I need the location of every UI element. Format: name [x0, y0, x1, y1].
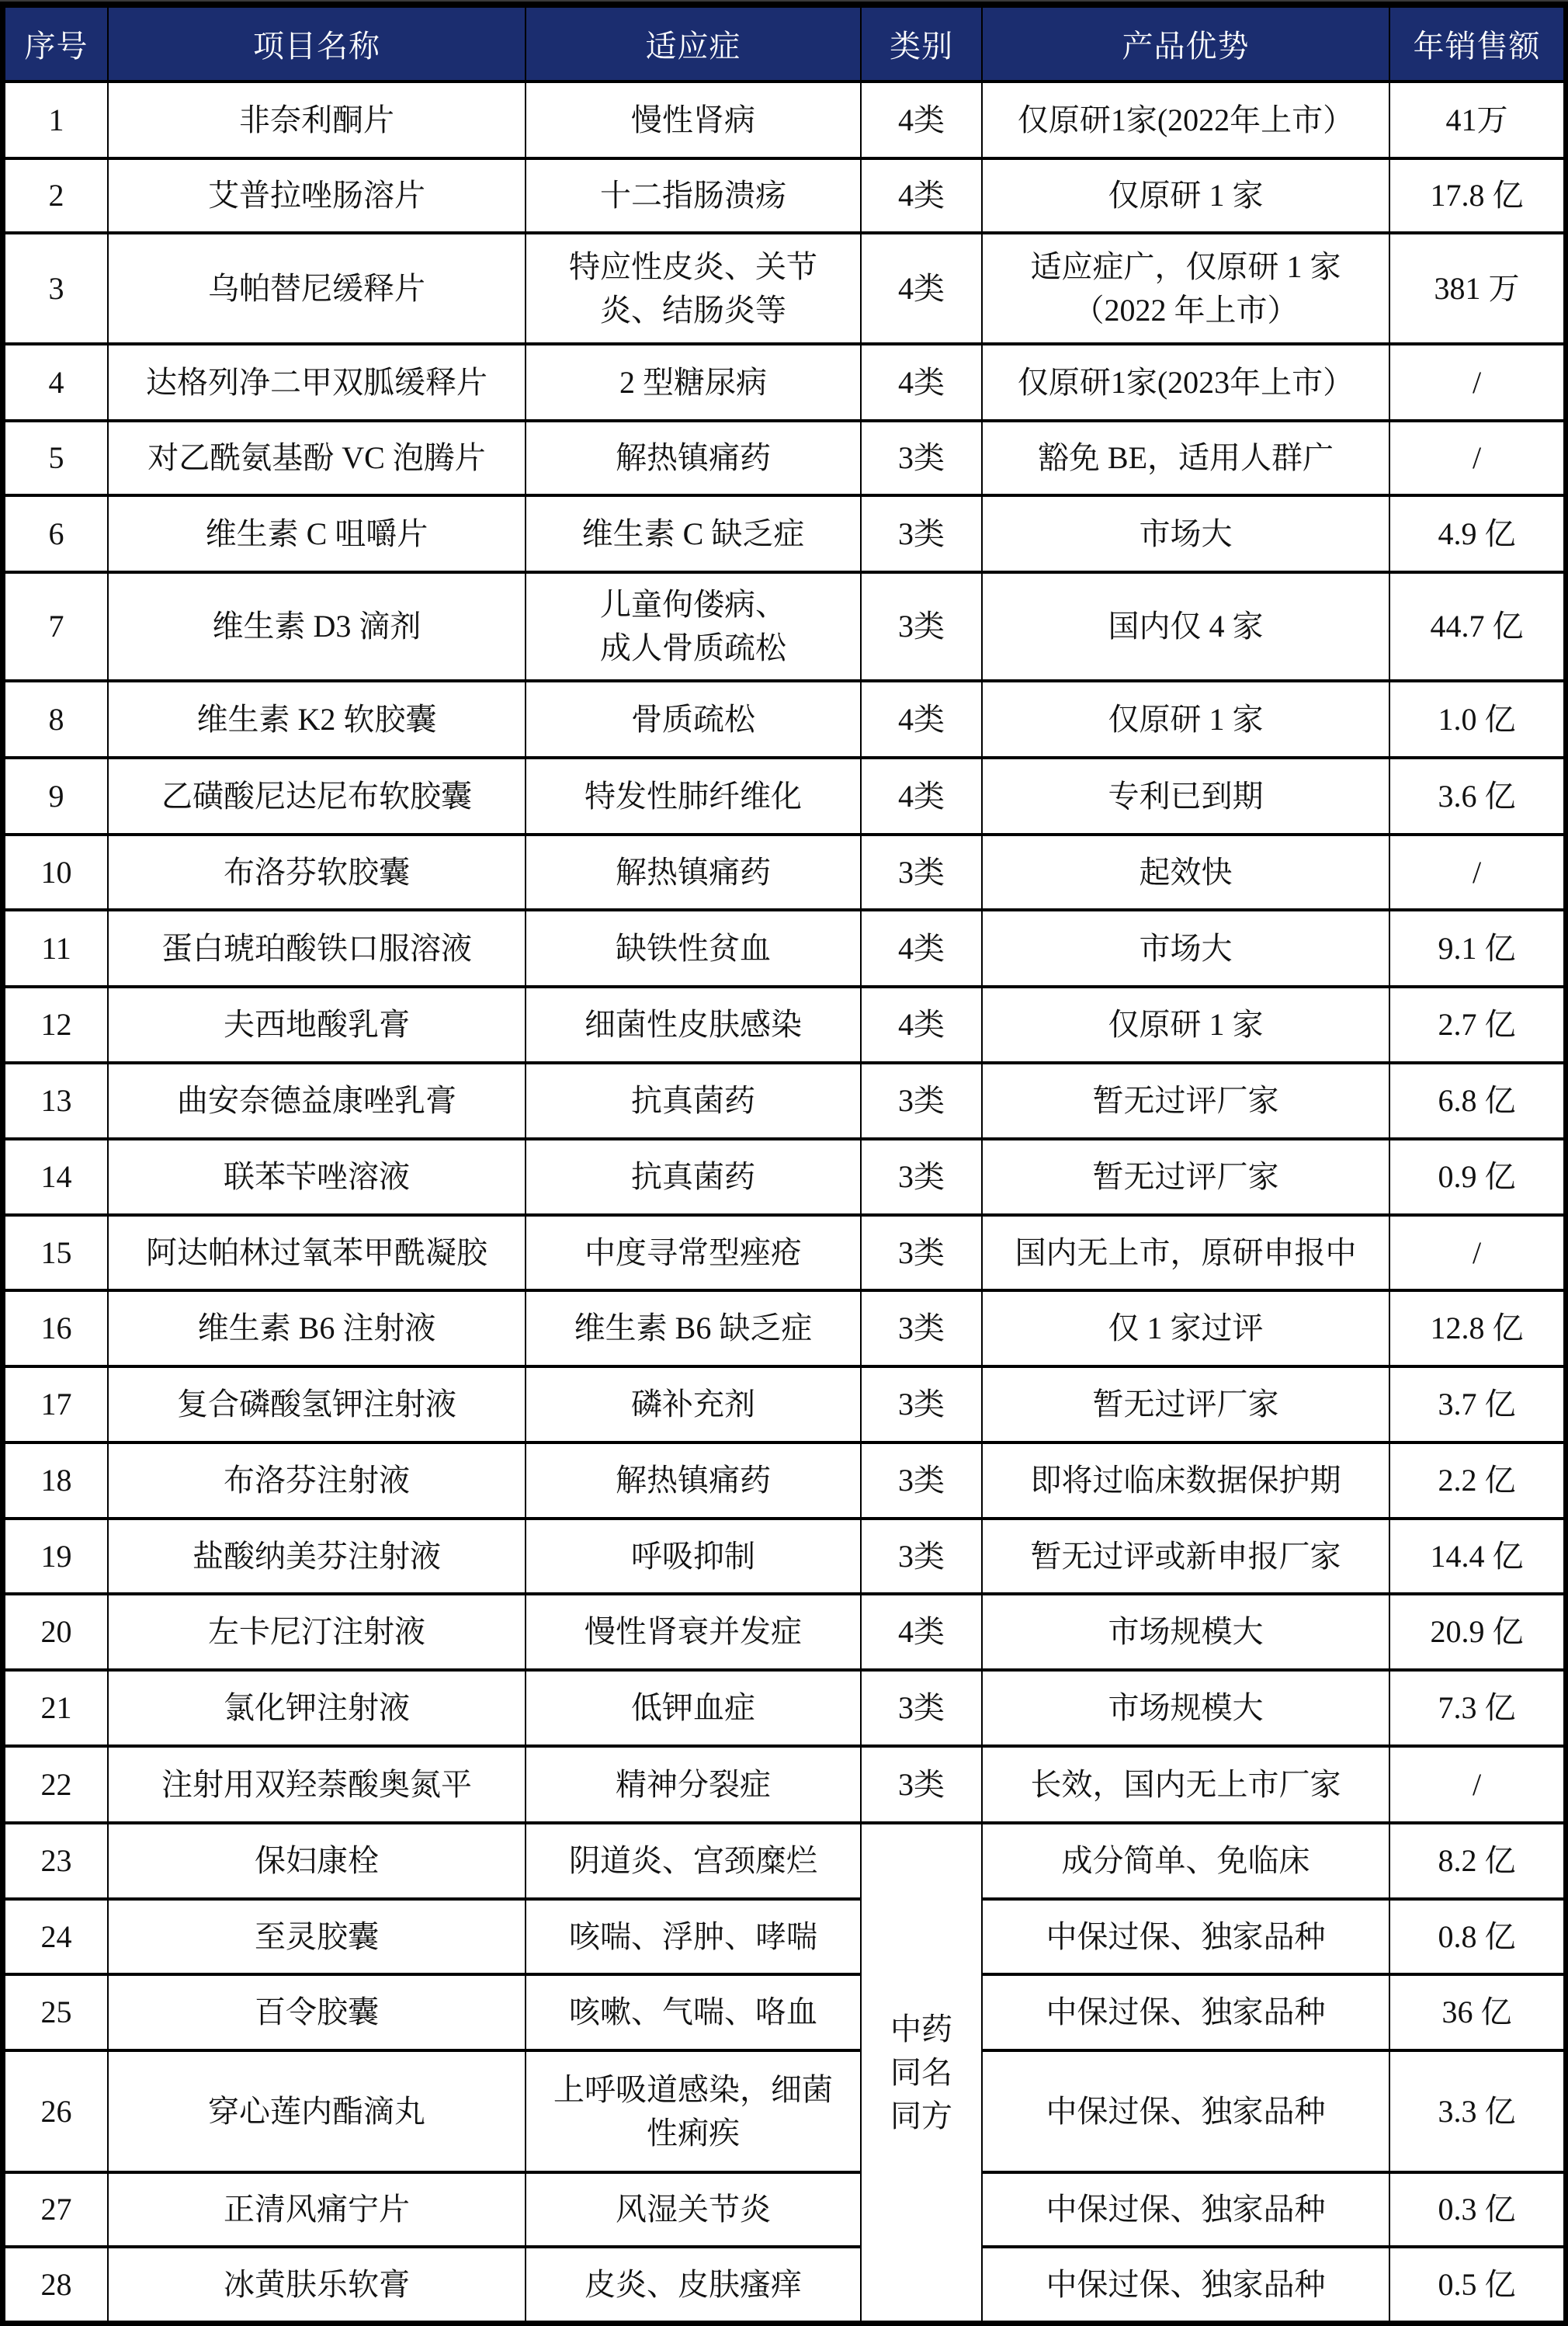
- cell-no: 4: [5, 344, 108, 421]
- cell-no: 17: [5, 1366, 108, 1442]
- cell-name: 冰黄肤乐软膏: [108, 2247, 526, 2322]
- table-row: [5, 1823, 1564, 1899]
- cell-indication: 解热镇痛药: [526, 1442, 861, 1519]
- cell-name: 氯化钾注射液: [108, 1670, 526, 1746]
- table-row: [5, 987, 1564, 1063]
- cell-name: 阿达帕林过氧苯甲酰凝胶: [108, 1215, 526, 1290]
- cell-no: 20: [5, 1594, 108, 1670]
- cell-sales: 2.2 亿: [1389, 1442, 1564, 1519]
- cell-name: 穿心莲内酯滴丸: [108, 2050, 526, 2172]
- table-row: [5, 1139, 1564, 1215]
- cell-no: 2: [5, 158, 108, 233]
- cell-category: 4类: [861, 681, 982, 758]
- cell-sales: 36 亿: [1389, 1974, 1564, 2050]
- cell-indication: 解热镇痛药: [526, 835, 861, 910]
- cell-name: 复合磷酸氢钾注射液: [108, 1366, 526, 1442]
- cell-indication: [526, 2050, 861, 2172]
- cell-indication: 慢性肾病: [526, 82, 861, 158]
- col-header-advantage: 产品优势: [982, 6, 1389, 82]
- cell-sales: /: [1389, 344, 1564, 421]
- cell-no: 21: [5, 1670, 108, 1746]
- cell-sales: 3.7 亿: [1389, 1366, 1564, 1442]
- cell-category: 4类: [861, 233, 982, 344]
- col-header-category: 类别: [861, 6, 982, 82]
- cell-name: 至灵胶囊: [108, 1899, 526, 1974]
- cell-name: 盐酸纳美芬注射液: [108, 1519, 526, 1594]
- cell-sales: 0.9 亿: [1389, 1139, 1564, 1215]
- cell-sales: /: [1389, 1746, 1564, 1823]
- cell-advantage: 中保过保、独家品种: [982, 1974, 1389, 2050]
- cell-sales: 2.7 亿: [1389, 987, 1564, 1063]
- cell-name: 蛋白琥珀酸铁口服溶液: [108, 910, 526, 987]
- cell-no: 9: [5, 758, 108, 835]
- table-row: [5, 495, 1564, 572]
- merged-line: 同方: [890, 2098, 952, 2133]
- cell-indication: 骨质疏松: [526, 681, 861, 758]
- cell-no: 10: [5, 835, 108, 910]
- cell-name: 百令胶囊: [108, 1974, 526, 2050]
- cell-sales: 381 万: [1389, 233, 1564, 344]
- cell-indication: 抗真菌药: [526, 1139, 861, 1215]
- cell-advantage: 暂无过评厂家: [982, 1063, 1389, 1139]
- cell-advantage: 长效，国内无上市厂家: [982, 1746, 1389, 1823]
- cell-name: 保妇康栓: [108, 1823, 526, 1899]
- table-row: [5, 1366, 1564, 1442]
- cell-indication: 特发性肺纤维化: [526, 758, 861, 835]
- advantage-line: （2022 年上市）: [1073, 292, 1299, 328]
- cell-indication: 磷补充剂: [526, 1366, 861, 1442]
- cell-no: 8: [5, 681, 108, 758]
- cell-sales: 9.1 亿: [1389, 910, 1564, 987]
- cell-sales: 17.8 亿: [1389, 158, 1564, 233]
- cell-advantage: 国内无上市，原研申报中: [982, 1215, 1389, 1290]
- col-header-indication: 适应症: [526, 6, 861, 82]
- cell-name: 对乙酰氨基酚 VC 泡腾片: [108, 421, 526, 495]
- cell-sales: 7.3 亿: [1389, 1670, 1564, 1746]
- cell-advantage: 仅原研 1 家: [982, 681, 1389, 758]
- cell-name: 注射用双羟萘酸奥氮平: [108, 1746, 526, 1823]
- cell-name: 乙磺酸尼达尼布软胶囊: [108, 758, 526, 835]
- indication-line: 特应性皮炎、关节: [569, 248, 817, 284]
- table-row: [5, 1746, 1564, 1823]
- cell-category: 3类: [861, 421, 982, 495]
- cell-category: 4类: [861, 344, 982, 421]
- cell-category: 4类: [861, 82, 982, 158]
- cell-category: 4类: [861, 758, 982, 835]
- cell-sales: 0.8 亿: [1389, 1899, 1564, 1974]
- col-header-no: 序号: [5, 6, 108, 82]
- cell-advantage: 豁免 BE，适用人群广: [982, 421, 1389, 495]
- cell-advantage: 仅 1 家过评: [982, 1290, 1389, 1366]
- cell-no: 3: [5, 233, 108, 344]
- cell-no: 1: [5, 82, 108, 158]
- cell-no: 16: [5, 1290, 108, 1366]
- cell-name: 曲安奈德益康唑乳膏: [108, 1063, 526, 1139]
- cell-no: 12: [5, 987, 108, 1063]
- top-edge: [0, 0, 1568, 2]
- table-row: [5, 2172, 1564, 2247]
- table-row: [5, 421, 1564, 495]
- cell-no: 11: [5, 910, 108, 987]
- cell-advantage: 起效快: [982, 835, 1389, 910]
- table-row: [5, 1899, 1564, 1974]
- cell-name: 正清风痛宁片: [108, 2172, 526, 2247]
- cell-name: 夫西地酸乳膏: [108, 987, 526, 1063]
- cell-indication: 呼吸抑制: [526, 1519, 861, 1594]
- cell-category: 3类: [861, 572, 982, 681]
- table-row: [5, 1215, 1564, 1290]
- cell-sales: 0.5 亿: [1389, 2247, 1564, 2322]
- cell-no: 26: [5, 2050, 108, 2172]
- cell-indication: 精神分裂症: [526, 1746, 861, 1823]
- cell-sales: 8.2 亿: [1389, 1823, 1564, 1899]
- table-row: [5, 681, 1564, 758]
- indication-line: 儿童佝偻病、: [600, 587, 786, 622]
- cell-indication: 皮炎、皮肤瘙痒: [526, 2247, 861, 2322]
- cell-name: 达格列净二甲双胍缓释片: [108, 344, 526, 421]
- cell-advantage: 成分简单、免临床: [982, 1823, 1389, 1899]
- cell-advantage: 专利已到期: [982, 758, 1389, 835]
- cell-advantage: 国内仅 4 家: [982, 572, 1389, 681]
- cell-no: 14: [5, 1139, 108, 1215]
- cell-advantage: 仅原研 1 家: [982, 987, 1389, 1063]
- table-row: [5, 910, 1564, 987]
- col-header-name: 项目名称: [108, 6, 526, 82]
- indication-line: 性痢疾: [647, 2115, 740, 2151]
- cell-sales: 4.9 亿: [1389, 495, 1564, 572]
- table-row: [5, 835, 1564, 910]
- cell-no: 5: [5, 421, 108, 495]
- merged-line: 中药: [890, 2011, 952, 2047]
- cell-advantage: 中保过保、独家品种: [982, 2050, 1389, 2172]
- table-row: [5, 572, 1564, 681]
- cell-no: 13: [5, 1063, 108, 1139]
- table-row: [5, 1974, 1564, 2050]
- cell-category: 3类: [861, 1519, 982, 1594]
- cell-category: 3类: [861, 835, 982, 910]
- merged-line: 同名: [890, 2054, 952, 2090]
- cell-sales: 14.4 亿: [1389, 1519, 1564, 1594]
- cell-indication: 缺铁性贫血: [526, 910, 861, 987]
- table-row: [5, 1670, 1564, 1746]
- cell-sales: 3.3 亿: [1389, 2050, 1564, 2172]
- cell-sales: /: [1389, 1215, 1564, 1290]
- cell-name: 非奈利酮片: [108, 82, 526, 158]
- cell-no: 24: [5, 1899, 108, 1974]
- table-row: [5, 758, 1564, 835]
- cell-advantage: 仅原研 1 家: [982, 158, 1389, 233]
- cell-category: 3类: [861, 1063, 982, 1139]
- cell-name: 联苯苄唑溶液: [108, 1139, 526, 1215]
- cell-advantage: 即将过临床数据保护期: [982, 1442, 1389, 1519]
- cell-category: 3类: [861, 1442, 982, 1519]
- cell-category: 4类: [861, 910, 982, 987]
- cell-category: 4类: [861, 158, 982, 233]
- cell-sales: 20.9 亿: [1389, 1594, 1564, 1670]
- cell-advantage: 暂无过评厂家: [982, 1366, 1389, 1442]
- table-row: [5, 233, 1564, 344]
- cell-category: 3类: [861, 1290, 982, 1366]
- cell-no: 7: [5, 572, 108, 681]
- cell-indication: 风湿关节炎: [526, 2172, 861, 2247]
- table-row: [5, 1290, 1564, 1366]
- header-row: [5, 6, 1564, 82]
- cell-sales: /: [1389, 421, 1564, 495]
- cell-indication: 维生素 C 缺乏症: [526, 495, 861, 572]
- indication-line: 炎、结肠炎等: [600, 292, 786, 328]
- cell-name: 艾普拉唑肠溶片: [108, 158, 526, 233]
- table-row: [5, 2050, 1564, 2172]
- cell-category: 4类: [861, 987, 982, 1063]
- cell-name: 布洛芬软胶囊: [108, 835, 526, 910]
- cell-advantage: 暂无过评厂家: [982, 1139, 1389, 1215]
- cell-name: 维生素 K2 软胶囊: [108, 681, 526, 758]
- table-row: [5, 1063, 1564, 1139]
- cell-name: 左卡尼汀注射液: [108, 1594, 526, 1670]
- cell-no: 18: [5, 1442, 108, 1519]
- cell-sales: /: [1389, 835, 1564, 910]
- cell-sales: 3.6 亿: [1389, 758, 1564, 835]
- cell-category: 3类: [861, 1746, 982, 1823]
- cell-indication: 咳喘、浮肿、哮喘: [526, 1899, 861, 1974]
- table-row: [5, 158, 1564, 233]
- cell-name: 维生素 B6 注射液: [108, 1290, 526, 1366]
- cell-no: 27: [5, 2172, 108, 2247]
- cell-name: 维生素 D3 滴剂: [108, 572, 526, 681]
- cell-advantage: [982, 233, 1389, 344]
- table-row: [5, 1442, 1564, 1519]
- cell-category: 3类: [861, 495, 982, 572]
- table-row: [5, 344, 1564, 421]
- cell-indication: 2 型糖尿病: [526, 344, 861, 421]
- cell-indication: 咳嗽、气喘、咯血: [526, 1974, 861, 2050]
- cell-no: 23: [5, 1823, 108, 1899]
- cell-advantage: 市场大: [982, 910, 1389, 987]
- cell-indication: 维生素 B6 缺乏症: [526, 1290, 861, 1366]
- product-table: [4, 5, 1565, 2324]
- cell-indication: 解热镇痛药: [526, 421, 861, 495]
- cell-advantage: 市场规模大: [982, 1670, 1389, 1746]
- cell-indication: 细菌性皮肤感染: [526, 987, 861, 1063]
- cell-advantage: 仅原研1家(2023年上市）: [982, 344, 1389, 421]
- cell-no: 15: [5, 1215, 108, 1290]
- cell-indication: 阴道炎、宫颈糜烂: [526, 1823, 861, 1899]
- cell-advantage: 暂无过评或新申报厂家: [982, 1519, 1389, 1594]
- table-row: [5, 2247, 1564, 2322]
- cell-indication: 十二指肠溃疡: [526, 158, 861, 233]
- cell-indication: 抗真菌药: [526, 1063, 861, 1139]
- cell-name: 乌帕替尼缓释片: [108, 233, 526, 344]
- cell-name: 布洛芬注射液: [108, 1442, 526, 1519]
- cell-advantage: 中保过保、独家品种: [982, 1899, 1389, 1974]
- cell-advantage: 市场规模大: [982, 1594, 1389, 1670]
- cell-category-merged: [861, 1823, 982, 2322]
- cell-advantage: 中保过保、独家品种: [982, 2172, 1389, 2247]
- cell-no: 28: [5, 2247, 108, 2322]
- cell-no: 22: [5, 1746, 108, 1823]
- cell-name: 维生素 C 咀嚼片: [108, 495, 526, 572]
- cell-sales: 1.0 亿: [1389, 681, 1564, 758]
- table-row: [5, 1519, 1564, 1594]
- indication-line: 成人骨质疏松: [600, 630, 786, 665]
- cell-advantage: 中保过保、独家品种: [982, 2247, 1389, 2322]
- cell-sales: 12.8 亿: [1389, 1290, 1564, 1366]
- cell-sales: 0.3 亿: [1389, 2172, 1564, 2247]
- cell-category: 3类: [861, 1670, 982, 1746]
- cell-indication: [526, 233, 861, 344]
- cell-sales: 6.8 亿: [1389, 1063, 1564, 1139]
- cell-advantage: 市场大: [982, 495, 1389, 572]
- indication-line: 上呼吸道感染，细菌: [553, 2071, 833, 2107]
- cell-indication: 中度寻常型痤疮: [526, 1215, 861, 1290]
- table-row: [5, 1594, 1564, 1670]
- cell-no: 19: [5, 1519, 108, 1594]
- cell-category: 3类: [861, 1366, 982, 1442]
- cell-no: 25: [5, 1974, 108, 2050]
- cell-sales: 41万: [1389, 82, 1564, 158]
- cell-sales: 44.7 亿: [1389, 572, 1564, 681]
- cell-advantage: 仅原研1家(2022年上市）: [982, 82, 1389, 158]
- cell-category: 3类: [861, 1139, 982, 1215]
- cell-category: 4类: [861, 1594, 982, 1670]
- advantage-line: 适应症广，仅原研 1 家: [1030, 248, 1341, 284]
- cell-indication: [526, 572, 861, 681]
- cell-category: 3类: [861, 1215, 982, 1290]
- table-row: [5, 82, 1564, 158]
- cell-indication: 低钾血症: [526, 1670, 861, 1746]
- cell-no: 6: [5, 495, 108, 572]
- cell-indication: 慢性肾衰并发症: [526, 1594, 861, 1670]
- col-header-sales: 年销售额: [1389, 6, 1564, 82]
